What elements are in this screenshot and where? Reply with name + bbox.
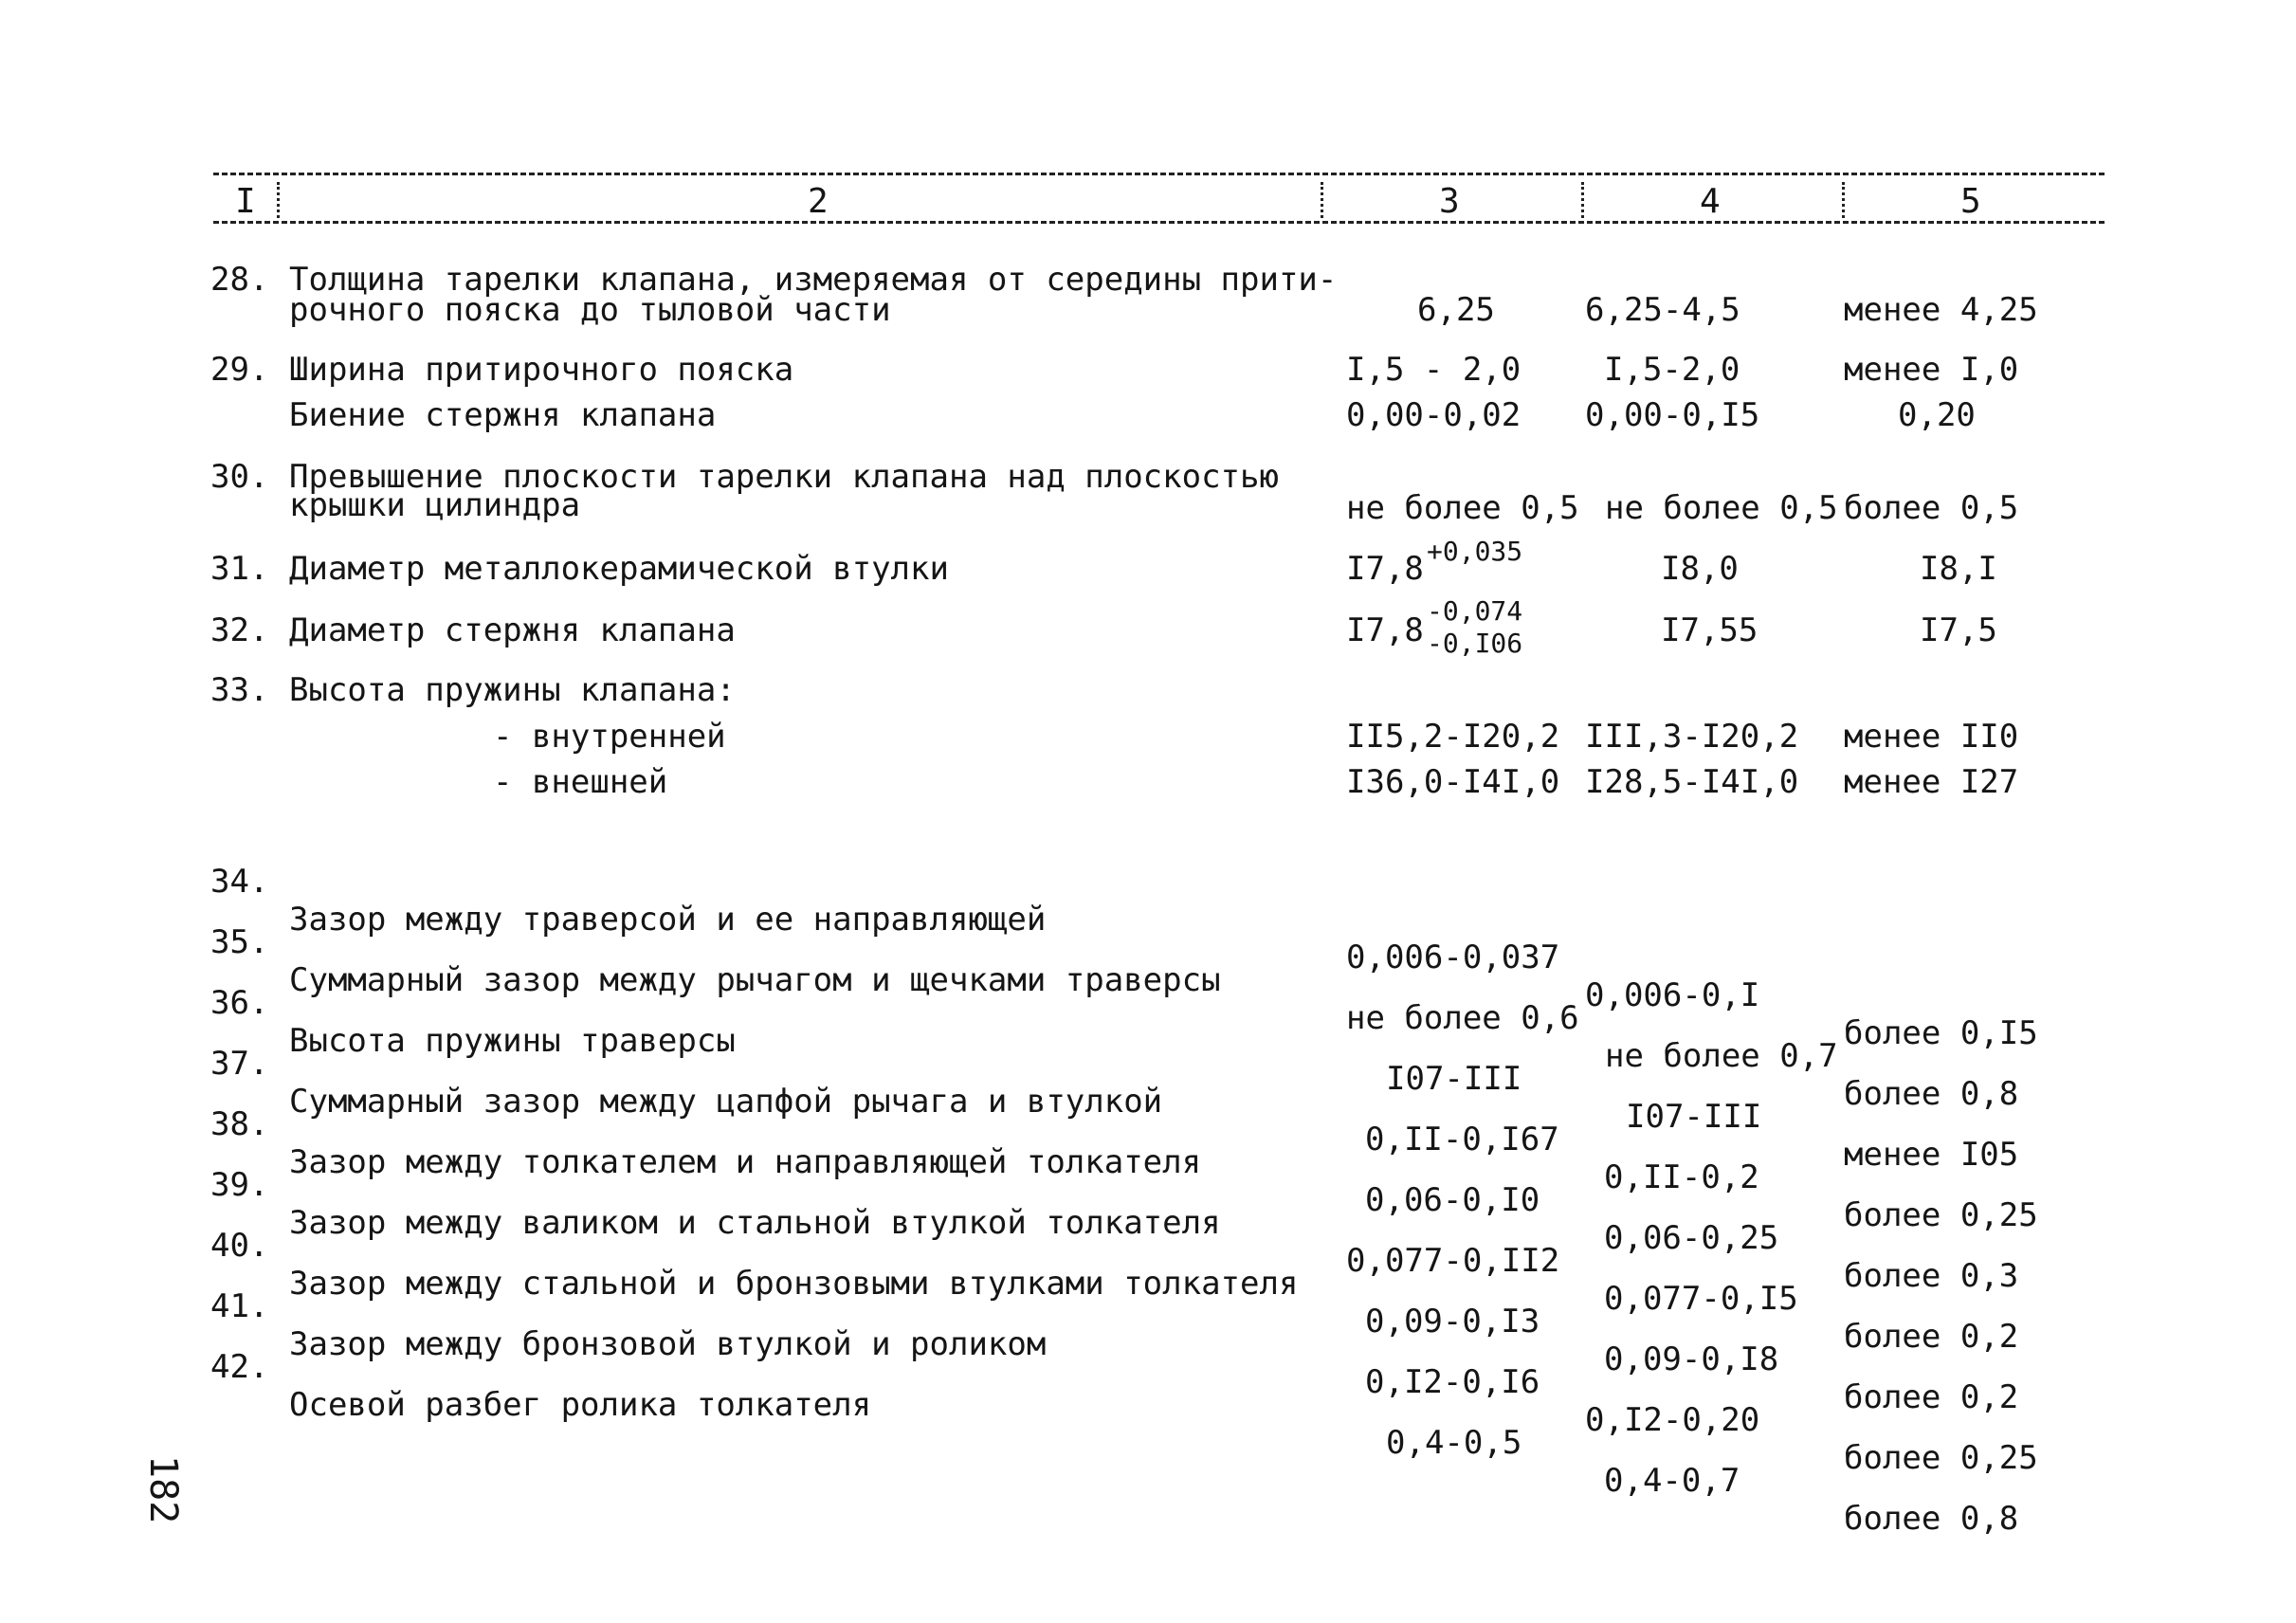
- item-number: 41.: [210, 1287, 269, 1325]
- item-number: 40.: [210, 1227, 269, 1265]
- reject-value: I8,I: [1920, 550, 1997, 588]
- nominal-value: 0,II-0,I67: [1365, 1121, 1559, 1158]
- header-col-2: 2: [808, 182, 829, 221]
- reject-value: менее 4,25: [1844, 291, 2038, 329]
- nominal-value: 0,09-0,I3: [1365, 1303, 1540, 1340]
- reject-value: I7,5: [1920, 611, 1997, 649]
- item-description: Зазор между стальной и бронзовыми втулками толкателя: [289, 1265, 1299, 1303]
- allowable-value: 0,00-0,I5: [1585, 396, 1760, 434]
- header-col-4: 4: [1700, 182, 1721, 221]
- nominal-value: II5,2-I20,2: [1346, 718, 1560, 756]
- nominal-value: не более 0,5: [1346, 489, 1579, 527]
- header-col-3: 3: [1439, 182, 1460, 221]
- item-number: 28.: [210, 261, 269, 299]
- subitem-label: - внешней: [493, 763, 668, 801]
- nominal-value: не более 0,6: [1346, 999, 1579, 1037]
- reject-value: более 0,25: [1844, 1196, 2038, 1234]
- nominal-value: 0,06-0,I0: [1365, 1181, 1540, 1219]
- item-number: 32.: [210, 611, 269, 649]
- nominal-value: 0,077-0,II2: [1346, 1242, 1560, 1280]
- header-col-5: 5: [1960, 182, 1981, 221]
- item-description: Диаметр стержня клапана: [289, 611, 736, 649]
- nominal-value: I7,8: [1346, 550, 1424, 588]
- item-description: Зазор между бронзовой втулкой и роликом: [289, 1325, 1047, 1363]
- nominal-value: I07-III: [1386, 1060, 1522, 1098]
- reject-value: менее II0: [1844, 718, 2019, 756]
- item-description: Диаметр металлокерамической втулки: [289, 550, 949, 588]
- nominal-value: 0,006-0,037: [1346, 939, 1560, 976]
- page-number: 182: [141, 1455, 185, 1524]
- item-number: 35.: [210, 923, 269, 961]
- allowable-value: 0,077-0,I5: [1604, 1280, 1798, 1318]
- reject-value: 0,20: [1898, 396, 1976, 434]
- header-separator: [1842, 182, 1845, 218]
- nominal-value: 0,00-0,02: [1346, 396, 1522, 434]
- item-description: Превышение плоскости тарелки клапана над плоскостью: [289, 458, 1279, 496]
- subitem-label: - внутренней: [493, 718, 726, 756]
- item-number: 30.: [210, 458, 269, 496]
- allowable-value: 0,006-0,I: [1585, 976, 1760, 1014]
- reject-value: более 0,25: [1844, 1439, 2038, 1477]
- nominal-value: 0,I2-0,I6: [1365, 1363, 1540, 1401]
- reject-value: менее I,0: [1844, 351, 2019, 389]
- item-number: 37.: [210, 1045, 269, 1083]
- header-separator: [1321, 182, 1323, 218]
- allowable-value: не более 0,7: [1605, 1037, 1838, 1075]
- allowable-value: 6,25-4,5: [1585, 291, 1740, 329]
- reject-value: более 0,2: [1844, 1378, 2019, 1416]
- item-description: Толщина тарелки клапана, измеряемая от середины прити-: [289, 261, 1338, 299]
- item-description: Ширина притирочного пояска: [289, 351, 794, 389]
- table-row: [0, 1310, 2296, 1576]
- allowable-value: 0,4-0,7: [1604, 1462, 1740, 1500]
- item-description: Высота пружины траверсы: [289, 1022, 736, 1060]
- item-description-cont: крышки цилиндра: [289, 486, 581, 524]
- header-bottom-rule: [213, 221, 2105, 224]
- item-number: 29.: [210, 351, 269, 389]
- item-number: 33.: [210, 671, 269, 709]
- item-number: 42.: [210, 1348, 269, 1386]
- nominal-value: I7,8: [1346, 611, 1424, 649]
- nominal-value: 6,25: [1417, 291, 1495, 329]
- item-description: Суммарный зазор между рычагом и щечками траверсы: [289, 961, 1221, 999]
- reject-value: менее I27: [1844, 763, 2019, 801]
- item-description: Зазор между траверсой и ее направляющей: [289, 901, 1047, 939]
- item-description: Биение стержня клапана: [289, 396, 717, 434]
- allowable-value: I8,0: [1661, 550, 1739, 588]
- allowable-value: 0,II-0,2: [1604, 1158, 1759, 1196]
- allowable-value: I07-III: [1626, 1098, 1762, 1136]
- upper-tolerance: +0,035: [1427, 536, 1523, 567]
- allowable-value: 0,06-0,25: [1604, 1219, 1779, 1257]
- allowable-value: III,3-I20,2: [1585, 718, 1799, 756]
- reject-value: менее I05: [1844, 1136, 2019, 1174]
- nominal-value: 0,4-0,5: [1386, 1424, 1522, 1462]
- item-number: 34.: [210, 863, 269, 901]
- item-description: Осевой разбег ролика толкателя: [289, 1386, 872, 1424]
- reject-value: более 0,5: [1844, 489, 2019, 527]
- item-description: Высота пружины клапана:: [289, 671, 736, 709]
- item-number: 36.: [210, 984, 269, 1022]
- allowable-value: I7,55: [1661, 611, 1758, 649]
- nominal-value: I,5 - 2,0: [1346, 351, 1522, 389]
- allowable-value: не более 0,5: [1605, 489, 1838, 527]
- header-col-1: I: [235, 182, 256, 221]
- allowable-value: I28,5-I4I,0: [1585, 763, 1799, 801]
- item-description: Зазор между толкателем и направляющей толкателя: [289, 1143, 1202, 1181]
- upper-tolerance: -0,074: [1427, 595, 1523, 627]
- allowable-value: 0,09-0,I8: [1604, 1340, 1779, 1378]
- header-top-rule: [213, 173, 2105, 175]
- item-number: 31.: [210, 550, 269, 588]
- item-number: 39.: [210, 1166, 269, 1204]
- allowable-value: I,5-2,0: [1604, 351, 1740, 389]
- reject-value: более 0,8: [1844, 1075, 2019, 1113]
- header-separator: [1581, 182, 1584, 218]
- reject-value: более 0,I5: [1844, 1014, 2038, 1052]
- reject-value: более 0,3: [1844, 1257, 2019, 1295]
- item-number: 38.: [210, 1105, 269, 1143]
- reject-value: более 0,2: [1844, 1318, 2019, 1356]
- item-description: Зазор между валиком и стальной втулкой толкателя: [289, 1204, 1221, 1242]
- lower-tolerance: -0,I06: [1427, 628, 1523, 659]
- nominal-value: I36,0-I4I,0: [1346, 763, 1560, 801]
- item-description-cont: рочного пояска до тыловой части: [289, 291, 891, 329]
- header-separator: [277, 182, 280, 218]
- item-description: Суммарный зазор между цапфой рычага и втулкой: [289, 1083, 1163, 1121]
- allowable-value: 0,I2-0,20: [1585, 1401, 1760, 1439]
- reject-value: более 0,8: [1844, 1500, 2019, 1538]
